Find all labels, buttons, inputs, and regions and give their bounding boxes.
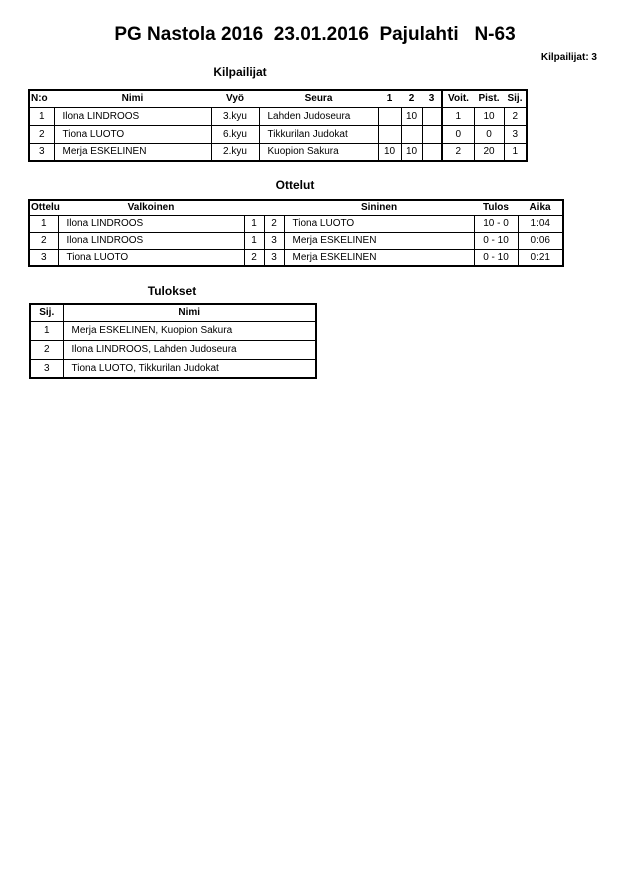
column-header-match1: 1: [378, 90, 401, 107]
match-white-name-cell: Tiona LUOTO: [58, 249, 244, 266]
match-white-no-cell: 1: [244, 215, 264, 232]
page-title: PG Nastola 2016 23.01.2016 Pajulahti N-63: [114, 24, 516, 45]
competitor-wins-cell: 1: [442, 107, 474, 125]
match-blue-name-cell: Merja ESKELINEN: [284, 232, 474, 249]
competitor-name-cell: Merja ESKELINEN: [54, 143, 211, 161]
column-header-white-no: [244, 200, 264, 215]
result-place-cell: 1: [30, 321, 63, 340]
result-row: [30, 359, 316, 378]
result-name-cell: Merja ESKELINEN, Kuopion Sakura: [63, 321, 316, 340]
matches-table: [28, 199, 564, 267]
column-header-belt: Vyö: [211, 90, 259, 107]
match-time-cell: 1:04: [518, 215, 563, 232]
match-time-cell: 0:06: [518, 232, 563, 249]
competitor-row: [29, 107, 527, 125]
competitor-match2-cell: 10: [401, 143, 422, 161]
competitor-place-cell: 3: [504, 125, 527, 143]
competitor-match1-cell: [378, 107, 401, 125]
column-header-no: N:o: [29, 90, 54, 107]
competitor-match2-cell: 10: [401, 107, 422, 125]
column-header-match3: 3: [422, 90, 442, 107]
competitor-match3-cell: [422, 143, 442, 161]
competitors-header-row: [29, 90, 527, 107]
match-white-no-cell: 2: [244, 249, 264, 266]
competitor-row: [29, 125, 527, 143]
match-blue-no-cell: 2: [264, 215, 284, 232]
competitor-no-cell: 2: [29, 125, 54, 143]
competitor-match3-cell: [422, 107, 442, 125]
match-blue-name-cell: Merja ESKELINEN: [284, 249, 474, 266]
result-place-cell: 2: [30, 340, 63, 359]
competitor-no-cell: 1: [29, 107, 54, 125]
results-header-row: [30, 304, 316, 321]
match-blue-name-cell: Tiona LUOTO: [284, 215, 474, 232]
match-no-cell: 3: [29, 249, 58, 266]
column-header-place: Sij.: [504, 90, 527, 107]
result-place-cell: 3: [30, 359, 63, 378]
competitor-place-cell: 2: [504, 107, 527, 125]
match-no-cell: 2: [29, 232, 58, 249]
column-header-result: Tulos: [474, 200, 518, 215]
column-header-name: Nimi: [54, 90, 211, 107]
results-table: [29, 303, 317, 379]
match-blue-no-cell: 3: [264, 249, 284, 266]
column-header-match2: 2: [401, 90, 422, 107]
match-white-no-cell: 1: [244, 232, 264, 249]
match-result-cell: 0 - 10: [474, 249, 518, 266]
match-row: [29, 232, 563, 249]
competitor-club-cell: Lahden Judoseura: [259, 107, 378, 125]
competitor-wins-cell: 2: [442, 143, 474, 161]
match-white-name-cell: Ilona LINDROOS: [58, 232, 244, 249]
column-header-club: Seura: [259, 90, 378, 107]
competitor-row: [29, 143, 527, 161]
competitor-belt-cell: 3.kyu: [211, 107, 259, 125]
column-header-wins: Voit.: [442, 90, 474, 107]
column-header-white: Valkoinen: [58, 200, 244, 215]
result-name-cell: Ilona LINDROOS, Lahden Judoseura: [63, 340, 316, 359]
column-header-result-name: Nimi: [63, 304, 316, 321]
competitors-table: [28, 89, 528, 162]
competitor-match2-cell: [401, 125, 422, 143]
competitor-match1-cell: 10: [378, 143, 401, 161]
matches-header-row: [29, 200, 563, 215]
match-time-cell: 0:21: [518, 249, 563, 266]
competitor-no-cell: 3: [29, 143, 54, 161]
match-result-cell: 10 - 0: [474, 215, 518, 232]
result-row: [30, 340, 316, 359]
competitor-place-cell: 1: [504, 143, 527, 161]
match-blue-no-cell: 3: [264, 232, 284, 249]
competitor-name-cell: Ilona LINDROOS: [54, 107, 211, 125]
column-header-match-no: Ottelu: [29, 200, 58, 215]
competitor-club-cell: Tikkurilan Judokat: [259, 125, 378, 143]
competitor-points-cell: 20: [474, 143, 504, 161]
competitor-match1-cell: [378, 125, 401, 143]
competitor-belt-cell: 6.kyu: [211, 125, 259, 143]
match-no-cell: 1: [29, 215, 58, 232]
match-result-cell: 0 - 10: [474, 232, 518, 249]
competitor-belt-cell: 2.kyu: [211, 143, 259, 161]
competitor-name-cell: Tiona LUOTO: [54, 125, 211, 143]
competitor-points-cell: 0: [474, 125, 504, 143]
column-header-placing: Sij.: [30, 304, 63, 321]
competitor-points-cell: 10: [474, 107, 504, 125]
competitor-count-label: Kilpailijat: 3: [540, 52, 597, 63]
competitor-club-cell: Kuopion Sakura: [259, 143, 378, 161]
result-name-cell: Tiona LUOTO, Tikkurilan Judokat: [63, 359, 316, 378]
result-row: [30, 321, 316, 340]
column-header-points: Pist.: [474, 90, 504, 107]
match-row: [29, 249, 563, 266]
column-header-time: Aika: [518, 200, 563, 215]
match-row: [29, 215, 563, 232]
competitors-section-heading: Kilpailijat: [213, 65, 267, 79]
competitor-match3-cell: [422, 125, 442, 143]
column-header-blue-no: [264, 200, 284, 215]
matches-section-heading: Ottelut: [275, 178, 315, 192]
competitor-wins-cell: 0: [442, 125, 474, 143]
column-header-blue: Sininen: [284, 200, 474, 215]
match-white-name-cell: Ilona LINDROOS: [58, 215, 244, 232]
results-section-heading: Tulokset: [147, 284, 197, 298]
